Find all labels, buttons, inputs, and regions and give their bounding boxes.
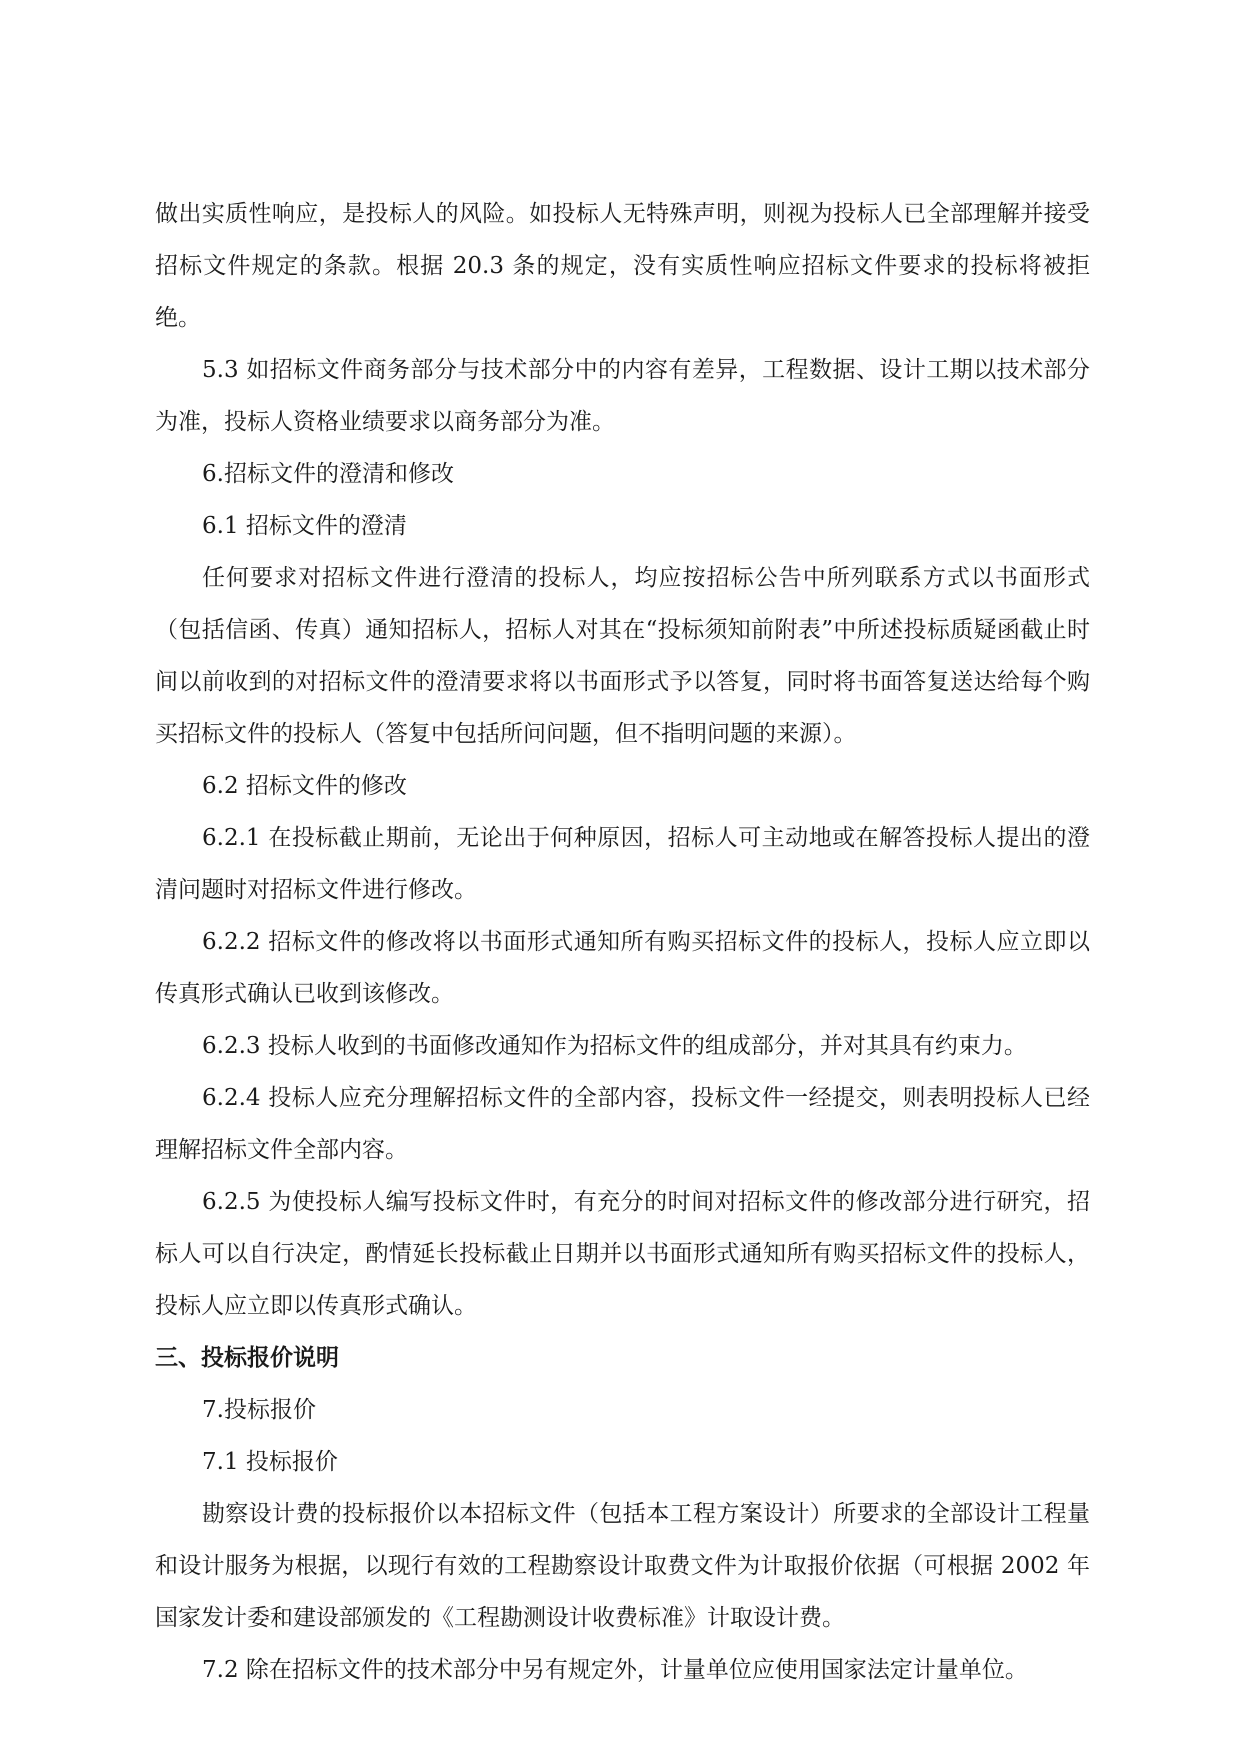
paragraph-bid-price-basis: 勘察设计费的投标报价以本招标文件（包括本工程方案设计）所要求的全部设计工程量和设计服务为根据，以现行有效的工程勘察设计取费文件为计取报价依据（可根据 2002 年国家发计委和建设部颁发的《工程勘测设计收费标准》计取设计费。	[155, 1501, 1090, 1631]
paragraph-6-2-5: 6.2.5 为使投标人编写投标文件时，有充分的时间对招标文件的修改部分进行研究，招标人可以自行决定，酌情延长投标截止日期并以书面形式通知所有购买招标文件的投标人，投标人应立即以传真形式确认。	[155, 1189, 1090, 1319]
section-6-title: 6.招标文件的澄清和修改	[202, 461, 454, 487]
paragraph-6-2-1: 6.2.1 在投标截止期前，无论出于何种原因，招标人可主动地或在解答投标人提出的澄清问题时对招标文件进行修改。	[155, 825, 1090, 903]
document-body	[155, 188, 1090, 1696]
paragraph-6-2-3: 6.2.3 投标人收到的书面修改通知作为招标文件的组成部分，并对其具有约束力。	[202, 1033, 1027, 1059]
section-6-1-title: 6.1 招标文件的澄清	[202, 513, 407, 539]
section-7-1-title: 7.1 投标报价	[202, 1449, 338, 1475]
section-6-2-title: 6.2 招标文件的修改	[202, 773, 407, 799]
paragraph-5-3: 5.3 如招标文件商务部分与技术部分中的内容有差异，工程数据、设计工期以技术部分为准，投标人资格业绩要求以商务部分为准。	[155, 357, 1090, 435]
paragraph-response-risk: 做出实质性响应，是投标人的风险。如投标人无特殊声明，则视为投标人已全部理解并接受招标文件规定的条款。根据 20.3 条的规定，没有实质性响应招标文件要求的投标将被拒绝。	[155, 201, 1090, 331]
paragraph-7-2: 7.2 除在招标文件的技术部分中另有规定外，计量单位应使用国家法定计量单位。	[202, 1657, 1028, 1683]
paragraph-6-2-2: 6.2.2 招标文件的修改将以书面形式通知所有购买招标文件的投标人，投标人应立即以传真形式确认已收到该修改。	[155, 929, 1090, 1007]
chapter-3-heading: 三、投标报价说明	[155, 1345, 339, 1371]
section-7-title: 7.投标报价	[202, 1397, 316, 1423]
paragraph-clarification: 任何要求对招标文件进行澄清的投标人，均应按招标公告中所列联系方式以书面形式（包括信函、传真）通知招标人，招标人对其在“投标须知前附表”中所述投标质疑函截止时间以前收到的对招标文件的澄清要求将以书面形式予以答复，同时将书面答复送达给每个购买招标文件的投标人（答复中包括所问问题，但不指明问题的来源）。	[155, 565, 1090, 747]
paragraph-6-2-4: 6.2.4 投标人应充分理解招标文件的全部内容，投标文件一经提交，则表明投标人已经理解招标文件全部内容。	[155, 1085, 1090, 1163]
